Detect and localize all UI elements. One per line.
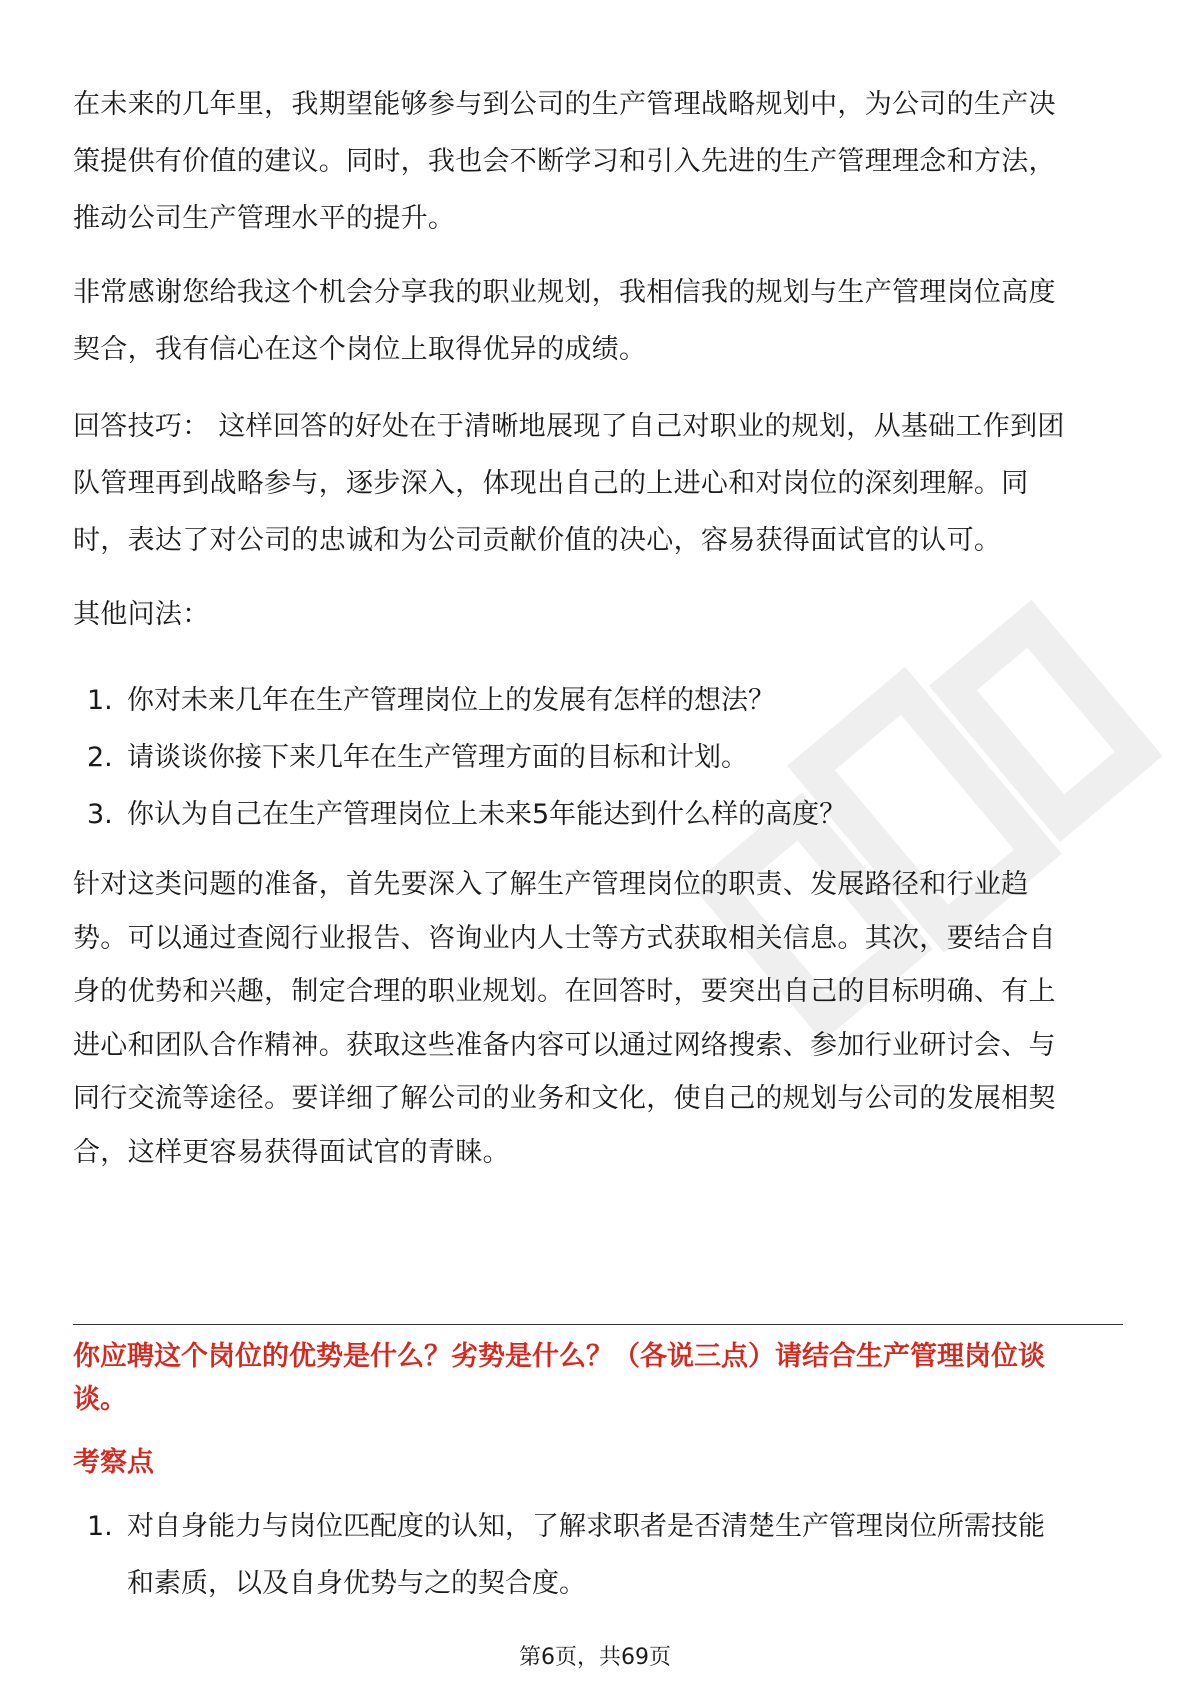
document-page [73,0,1123,1684]
text-line: 针对这类问题的准备，首先要深入了解生产管理岗位的职责、发展路径和行业趋 [73,869,1029,900]
paragraph-thanks [73,264,1123,378]
list-text: 和素质，以及自身优势与之的契合度。 [127,1568,586,1599]
list-number: 1. [87,685,113,716]
section-divider [73,1324,1123,1325]
list-number: 3. [87,799,113,830]
list-text: 请谈谈你接下来几年在生产管理方面的目标和计划。 [127,742,748,773]
text-line: 其他问法： [73,599,210,630]
list-text: 你对未来几年在生产管理岗位上的发展有怎样的想法？ [127,685,775,716]
list-number: 2. [87,742,113,773]
list-item [73,672,1123,729]
list-item [73,1498,1123,1612]
text-line: 合，这样更容易获得面试官的青睐。 [73,1136,510,1168]
text-line: 契合，我有信心在这个岗位上取得优异的成绩。 [73,334,647,365]
text-line: 势。可以通过查阅行业报告、咨询业内人士等方式获取相关信息。其次，要结合自 [73,922,1056,954]
list-text: 你认为自己在生产管理岗位上未来5年能达到什么样的高度？ [127,799,847,830]
text-line: 队管理再到战略参与，逐步深入，体现出自己的上进心和对岗位的深刻理解。同 [73,468,1029,499]
title-line: 你应聘这个岗位的优势是什么？劣势是什么？（各说三点）请结合生产管理岗位谈 [73,1341,1045,1372]
text-line: 非常感谢您给我这个机会分享我的职业规划，我相信我的规划与生产管理岗位高度 [73,277,1056,308]
text-line: 时，表达了对公司的忠诚和为公司贡献价值的决心，容易获得面试官的认可。 [73,525,1002,556]
other-questions-list [73,672,1123,843]
list-text: 对自身能力与岗位匹配度的认知，了解求职者是否清楚生产管理岗位所需技能 [127,1511,1045,1542]
assessment-points-list [73,1498,1123,1612]
text-line: 推动公司生产管理水平的提升。 [73,203,456,234]
paragraph-career-outlook [73,76,1123,247]
paragraph-answer-tips [73,398,1123,569]
list-number: 1. [87,1511,113,1542]
paragraph-preparation [73,858,1123,1179]
list-item [73,729,1123,786]
section-label: 考察点 [73,1447,154,1478]
page-footer: 第6页，共69页 [519,1645,671,1670]
title-line: 谈。 [73,1384,127,1415]
text-line: 身的优势和兴趣，制定合理的职业规划。在回答时，要突出自己的目标明确、有上 [73,976,1056,1007]
question-title [73,1335,1123,1421]
text-line: 进心和团队合作精神。获取这些准备内容可以通过网络搜索、参加行业研讨会、与 [73,1029,1056,1061]
text-line: 策提供有价值的建议。同时，我也会不断学习和引入先进的生产管理理念和方法， [73,146,1056,177]
list-item [73,786,1123,843]
text-line: 在未来的几年里，我期望能够参与到公司的生产管理战略规划中，为公司的生产决 [73,89,1056,120]
text-line: 回答技巧： 这样回答的好处在于清晰地展现了自己对职业的规划，从基础工作到团 [73,411,1065,442]
other-questions-heading [73,586,1123,643]
text-line: 同行交流等途径。要详细了解公司的业务和文化，使自己的规划与公司的发展相契 [73,1083,1056,1114]
